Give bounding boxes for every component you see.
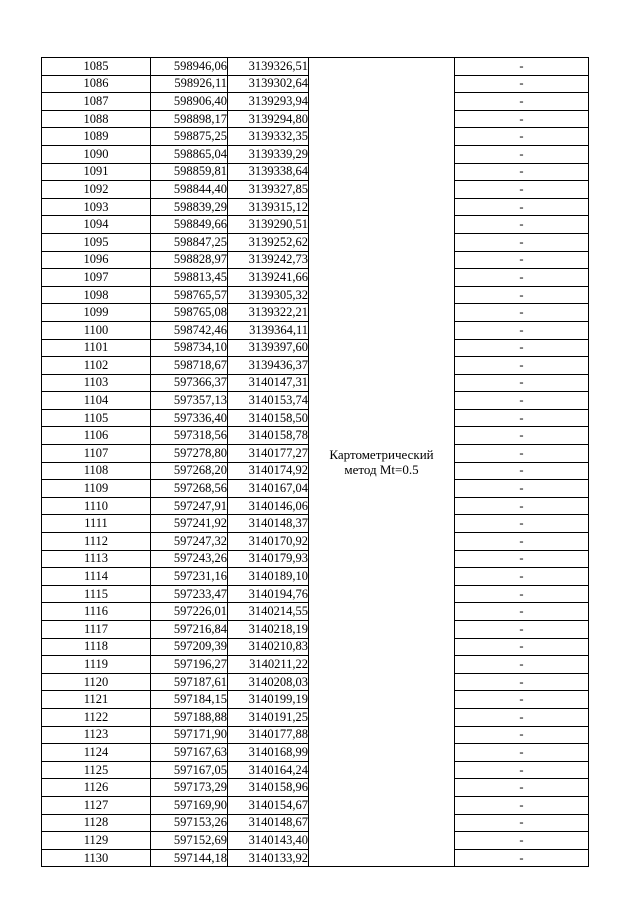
point-number-cell: 1123 bbox=[42, 726, 151, 744]
x-coordinate-cell: 597278,80 bbox=[151, 445, 228, 463]
value-cell: - bbox=[455, 128, 589, 146]
method-cell bbox=[309, 58, 455, 867]
point-number-cell: 1120 bbox=[42, 673, 151, 691]
value-cell: - bbox=[455, 445, 589, 463]
value-cell: - bbox=[455, 726, 589, 744]
x-coordinate-cell: 597152,69 bbox=[151, 832, 228, 850]
value-cell: - bbox=[455, 269, 589, 287]
point-number-cell: 1117 bbox=[42, 621, 151, 639]
point-number-cell: 1125 bbox=[42, 761, 151, 779]
y-coordinate-cell: 3140179,93 bbox=[228, 550, 309, 568]
y-coordinate-cell: 3140167,04 bbox=[228, 480, 309, 498]
x-coordinate-cell: 597187,61 bbox=[151, 673, 228, 691]
point-number-cell: 1127 bbox=[42, 796, 151, 814]
point-number-cell: 1129 bbox=[42, 832, 151, 850]
point-number-cell: 1101 bbox=[42, 339, 151, 357]
value-cell: - bbox=[455, 339, 589, 357]
point-number-cell: 1095 bbox=[42, 233, 151, 251]
point-number-cell: 1122 bbox=[42, 708, 151, 726]
value-cell: - bbox=[455, 216, 589, 234]
y-coordinate-cell: 3140164,24 bbox=[228, 761, 309, 779]
y-coordinate-cell: 3140153,74 bbox=[228, 392, 309, 410]
value-cell: - bbox=[455, 849, 589, 867]
point-number-cell: 1121 bbox=[42, 691, 151, 709]
y-coordinate-cell: 3140177,88 bbox=[228, 726, 309, 744]
y-coordinate-cell: 3139326,51 bbox=[228, 58, 309, 76]
point-number-cell: 1116 bbox=[42, 603, 151, 621]
x-coordinate-cell: 597196,27 bbox=[151, 656, 228, 674]
y-coordinate-cell: 3140158,50 bbox=[228, 409, 309, 427]
x-coordinate-cell: 597268,20 bbox=[151, 462, 228, 480]
y-coordinate-cell: 3140189,10 bbox=[228, 568, 309, 586]
value-cell: - bbox=[455, 145, 589, 163]
y-coordinate-cell: 3140148,67 bbox=[228, 814, 309, 832]
y-coordinate-cell: 3140208,03 bbox=[228, 673, 309, 691]
x-coordinate-cell: 598859,81 bbox=[151, 163, 228, 181]
method-label-line1: Картометрический bbox=[329, 447, 434, 463]
point-number-cell: 1089 bbox=[42, 128, 151, 146]
value-cell: - bbox=[455, 392, 589, 410]
point-number-cell: 1100 bbox=[42, 321, 151, 339]
x-coordinate-cell: 598906,40 bbox=[151, 93, 228, 111]
value-cell: - bbox=[455, 480, 589, 498]
x-coordinate-cell: 598828,97 bbox=[151, 251, 228, 269]
x-coordinate-cell: 597357,13 bbox=[151, 392, 228, 410]
point-number-cell: 1111 bbox=[42, 515, 151, 533]
x-coordinate-cell: 597167,05 bbox=[151, 761, 228, 779]
x-coordinate-cell: 597233,47 bbox=[151, 585, 228, 603]
point-number-cell: 1102 bbox=[42, 357, 151, 375]
value-cell: - bbox=[455, 374, 589, 392]
y-coordinate-cell: 3140133,92 bbox=[228, 849, 309, 867]
x-coordinate-cell: 598926,11 bbox=[151, 75, 228, 93]
value-cell: - bbox=[455, 181, 589, 199]
point-number-cell: 1119 bbox=[42, 656, 151, 674]
y-coordinate-cell: 3140147,31 bbox=[228, 374, 309, 392]
value-cell: - bbox=[455, 93, 589, 111]
point-number-cell: 1088 bbox=[42, 110, 151, 128]
value-cell: - bbox=[455, 286, 589, 304]
coordinates-table-body bbox=[42, 58, 589, 867]
value-cell: - bbox=[455, 533, 589, 551]
y-coordinate-cell: 3139294,80 bbox=[228, 110, 309, 128]
value-cell: - bbox=[455, 233, 589, 251]
y-coordinate-cell: 3139436,37 bbox=[228, 357, 309, 375]
point-number-cell: 1110 bbox=[42, 497, 151, 515]
point-number-cell: 1118 bbox=[42, 638, 151, 656]
value-cell: - bbox=[455, 515, 589, 533]
point-number-cell: 1097 bbox=[42, 269, 151, 287]
y-coordinate-cell: 3139315,12 bbox=[228, 198, 309, 216]
value-cell: - bbox=[455, 744, 589, 762]
point-number-cell: 1115 bbox=[42, 585, 151, 603]
y-coordinate-cell: 3139338,64 bbox=[228, 163, 309, 181]
y-coordinate-cell: 3139302,64 bbox=[228, 75, 309, 93]
y-coordinate-cell: 3139327,85 bbox=[228, 181, 309, 199]
value-cell: - bbox=[455, 497, 589, 515]
point-number-cell: 1109 bbox=[42, 480, 151, 498]
y-coordinate-cell: 3139242,73 bbox=[228, 251, 309, 269]
value-cell: - bbox=[455, 796, 589, 814]
value-cell: - bbox=[455, 321, 589, 339]
y-coordinate-cell: 3139305,32 bbox=[228, 286, 309, 304]
y-coordinate-cell: 3140158,78 bbox=[228, 427, 309, 445]
y-coordinate-cell: 3139322,21 bbox=[228, 304, 309, 322]
value-cell: - bbox=[455, 603, 589, 621]
x-coordinate-cell: 598946,06 bbox=[151, 58, 228, 76]
y-coordinate-cell: 3139332,35 bbox=[228, 128, 309, 146]
value-cell: - bbox=[455, 621, 589, 639]
x-coordinate-cell: 597318,56 bbox=[151, 427, 228, 445]
point-number-cell: 1103 bbox=[42, 374, 151, 392]
value-cell: - bbox=[455, 761, 589, 779]
y-coordinate-cell: 3139293,94 bbox=[228, 93, 309, 111]
value-cell: - bbox=[455, 638, 589, 656]
x-coordinate-cell: 597169,90 bbox=[151, 796, 228, 814]
x-coordinate-cell: 598734,10 bbox=[151, 339, 228, 357]
value-cell: - bbox=[455, 357, 589, 375]
value-cell: - bbox=[455, 708, 589, 726]
y-coordinate-cell: 3140218,19 bbox=[228, 621, 309, 639]
point-number-cell: 1108 bbox=[42, 462, 151, 480]
y-coordinate-cell: 3139364,11 bbox=[228, 321, 309, 339]
x-coordinate-cell: 598865,04 bbox=[151, 145, 228, 163]
y-coordinate-cell: 3140191,25 bbox=[228, 708, 309, 726]
x-coordinate-cell: 598847,25 bbox=[151, 233, 228, 251]
x-coordinate-cell: 597167,63 bbox=[151, 744, 228, 762]
value-cell: - bbox=[455, 691, 589, 709]
y-coordinate-cell: 3139339,29 bbox=[228, 145, 309, 163]
x-coordinate-cell: 597216,84 bbox=[151, 621, 228, 639]
value-cell: - bbox=[455, 163, 589, 181]
value-cell: - bbox=[455, 673, 589, 691]
y-coordinate-cell: 3140143,40 bbox=[228, 832, 309, 850]
value-cell: - bbox=[455, 568, 589, 586]
value-cell: - bbox=[455, 462, 589, 480]
y-coordinate-cell: 3140199,19 bbox=[228, 691, 309, 709]
point-number-cell: 1113 bbox=[42, 550, 151, 568]
y-coordinate-cell: 3140214,55 bbox=[228, 603, 309, 621]
x-coordinate-cell: 598849,66 bbox=[151, 216, 228, 234]
y-coordinate-cell: 3139252,62 bbox=[228, 233, 309, 251]
point-number-cell: 1090 bbox=[42, 145, 151, 163]
value-cell: - bbox=[455, 779, 589, 797]
y-coordinate-cell: 3139241,66 bbox=[228, 269, 309, 287]
point-number-cell: 1086 bbox=[42, 75, 151, 93]
x-coordinate-cell: 597366,37 bbox=[151, 374, 228, 392]
x-coordinate-cell: 597336,40 bbox=[151, 409, 228, 427]
x-coordinate-cell: 597268,56 bbox=[151, 480, 228, 498]
coordinates-table bbox=[41, 57, 589, 867]
x-coordinate-cell: 597209,39 bbox=[151, 638, 228, 656]
x-coordinate-cell: 597144,18 bbox=[151, 849, 228, 867]
value-cell: - bbox=[455, 75, 589, 93]
point-number-cell: 1096 bbox=[42, 251, 151, 269]
point-number-cell: 1087 bbox=[42, 93, 151, 111]
x-coordinate-cell: 597247,32 bbox=[151, 533, 228, 551]
x-coordinate-cell: 597247,91 bbox=[151, 497, 228, 515]
x-coordinate-cell: 597243,26 bbox=[151, 550, 228, 568]
y-coordinate-cell: 3140170,92 bbox=[228, 533, 309, 551]
point-number-cell: 1093 bbox=[42, 198, 151, 216]
x-coordinate-cell: 597241,92 bbox=[151, 515, 228, 533]
value-cell: - bbox=[455, 304, 589, 322]
value-cell: - bbox=[455, 550, 589, 568]
value-cell: - bbox=[455, 814, 589, 832]
point-number-cell: 1105 bbox=[42, 409, 151, 427]
value-cell: - bbox=[455, 58, 589, 76]
y-coordinate-cell: 3140148,37 bbox=[228, 515, 309, 533]
y-coordinate-cell: 3140174,92 bbox=[228, 462, 309, 480]
point-number-cell: 1094 bbox=[42, 216, 151, 234]
point-number-cell: 1124 bbox=[42, 744, 151, 762]
point-number-cell: 1106 bbox=[42, 427, 151, 445]
value-cell: - bbox=[455, 656, 589, 674]
y-coordinate-cell: 3140146,06 bbox=[228, 497, 309, 515]
y-coordinate-cell: 3140158,96 bbox=[228, 779, 309, 797]
x-coordinate-cell: 598839,29 bbox=[151, 198, 228, 216]
y-coordinate-cell: 3140211,22 bbox=[228, 656, 309, 674]
y-coordinate-cell: 3140177,27 bbox=[228, 445, 309, 463]
point-number-cell: 1098 bbox=[42, 286, 151, 304]
value-cell: - bbox=[455, 110, 589, 128]
y-coordinate-cell: 3140168,99 bbox=[228, 744, 309, 762]
y-coordinate-cell: 3139290,51 bbox=[228, 216, 309, 234]
x-coordinate-cell: 597153,26 bbox=[151, 814, 228, 832]
point-number-cell: 1085 bbox=[42, 58, 151, 76]
point-number-cell: 1112 bbox=[42, 533, 151, 551]
point-number-cell: 1107 bbox=[42, 445, 151, 463]
y-coordinate-cell: 3139397,60 bbox=[228, 339, 309, 357]
x-coordinate-cell: 597173,29 bbox=[151, 779, 228, 797]
point-number-cell: 1126 bbox=[42, 779, 151, 797]
x-coordinate-cell: 597171,90 bbox=[151, 726, 228, 744]
x-coordinate-cell: 597184,15 bbox=[151, 691, 228, 709]
point-number-cell: 1104 bbox=[42, 392, 151, 410]
value-cell: - bbox=[455, 832, 589, 850]
y-coordinate-cell: 3140210,83 bbox=[228, 638, 309, 656]
x-coordinate-cell: 598742,46 bbox=[151, 321, 228, 339]
x-coordinate-cell: 598718,67 bbox=[151, 357, 228, 375]
table-row bbox=[42, 58, 589, 76]
point-number-cell: 1114 bbox=[42, 568, 151, 586]
x-coordinate-cell: 598875,25 bbox=[151, 128, 228, 146]
value-cell: - bbox=[455, 198, 589, 216]
x-coordinate-cell: 597226,01 bbox=[151, 603, 228, 621]
point-number-cell: 1091 bbox=[42, 163, 151, 181]
point-number-cell: 1092 bbox=[42, 181, 151, 199]
value-cell: - bbox=[455, 251, 589, 269]
value-cell: - bbox=[455, 427, 589, 445]
x-coordinate-cell: 598844,40 bbox=[151, 181, 228, 199]
value-cell: - bbox=[455, 585, 589, 603]
point-number-cell: 1099 bbox=[42, 304, 151, 322]
method-label-line2: метод Mt=0.5 bbox=[344, 462, 419, 478]
x-coordinate-cell: 597231,16 bbox=[151, 568, 228, 586]
value-cell: - bbox=[455, 409, 589, 427]
y-coordinate-cell: 3140194,76 bbox=[228, 585, 309, 603]
x-coordinate-cell: 598765,57 bbox=[151, 286, 228, 304]
x-coordinate-cell: 598813,45 bbox=[151, 269, 228, 287]
x-coordinate-cell: 598898,17 bbox=[151, 110, 228, 128]
y-coordinate-cell: 3140154,67 bbox=[228, 796, 309, 814]
x-coordinate-cell: 597188,88 bbox=[151, 708, 228, 726]
x-coordinate-cell: 598765,08 bbox=[151, 304, 228, 322]
point-number-cell: 1130 bbox=[42, 849, 151, 867]
point-number-cell: 1128 bbox=[42, 814, 151, 832]
